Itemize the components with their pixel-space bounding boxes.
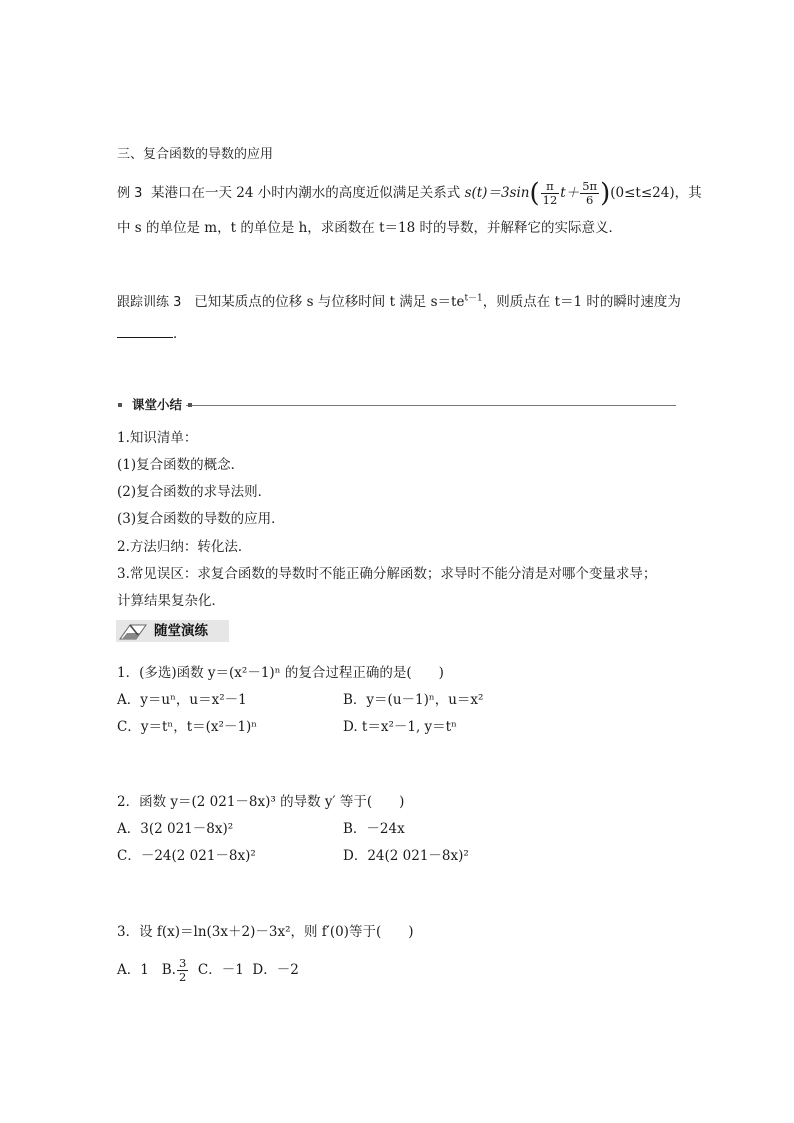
summary-title: [128, 396, 186, 414]
t-plus: t＋: [560, 185, 580, 201]
q1-option-d[interactable]: D. t＝x²－1, y＝tⁿ: [343, 719, 457, 735]
exponent: t－1: [464, 293, 483, 304]
example-3-line2: 中 s 的单位是 m，t 的单位是 h，求函数在 t＝18 时的导数，并解释它的实际意义．: [117, 220, 622, 236]
q3-option-c[interactable]: C．－1: [197, 962, 244, 978]
fraction-denominator: 6: [585, 193, 594, 207]
q3-stem: 3．设 f(x)＝ln(3x＋2)－3x²，则 f′(0)等于( ): [117, 924, 414, 940]
example-label: 例 3: [117, 186, 143, 201]
section-heading: 三、复合函数的导数的应用: [117, 147, 274, 162]
q3-option-d[interactable]: D．－2: [252, 962, 299, 978]
q2-option-b[interactable]: B．－24x: [343, 821, 405, 837]
q3-option-a[interactable]: A．1: [117, 962, 149, 978]
rule-square-icon: [188, 403, 192, 407]
q3-option-b[interactable]: [161, 956, 190, 984]
answer-blank[interactable]: [117, 323, 173, 338]
follow-text: 已知某质点的位移 s 与位移时间 t 满足 s＝te: [194, 294, 465, 310]
blank-tail: ．: [173, 326, 187, 342]
summary-item: 2.方法归纳：转化法．: [117, 539, 252, 555]
q2-option-d[interactable]: D．24(2 021－8x)²: [343, 848, 469, 864]
paren-close: ): [600, 178, 611, 209]
fraction-pi-12: [541, 180, 560, 207]
q1-option-b[interactable]: B．y＝(u－1)ⁿ，u＝x²: [343, 692, 484, 708]
fraction-numerator: 5π: [582, 179, 598, 193]
practice-banner: [116, 620, 229, 642]
q3-options: [117, 957, 299, 984]
q2-option-a[interactable]: A．3(2 021－8x)²: [117, 821, 234, 837]
q1-option-c[interactable]: C．y＝tⁿ，t＝(x²－1)ⁿ: [117, 719, 258, 735]
summary-item: (2)复合函数的求导法则．: [117, 484, 272, 500]
fraction-3-2: [177, 957, 188, 984]
rule-square-icon: [118, 403, 122, 407]
summary-item: (3)复合函数的导数的应用．: [117, 511, 285, 527]
fraction-numerator: 3: [178, 956, 187, 970]
fraction-numerator: π: [541, 180, 560, 194]
fraction-denominator: 2: [178, 970, 187, 984]
paren-open: (: [529, 178, 540, 209]
fraction-5pi-6: [580, 180, 599, 207]
summary-item: 1.知识清单：: [117, 430, 198, 446]
q1-option-a[interactable]: A．y＝uⁿ，u＝x²－1: [117, 692, 247, 708]
example-domain: (0≤t≤24)，其: [610, 185, 702, 201]
follow-label: 跟踪训练 3: [117, 295, 182, 310]
follow-text-b: ，则质点在 t＝1 时的瞬时速度为: [482, 294, 681, 310]
option-label: B.: [161, 962, 176, 978]
summary-item: 3.常见误区：求复合函数的导数时不能正确分解函数；求导时不能分清是对哪个变量求导；: [117, 566, 657, 582]
example-func: s(t)＝3sin: [464, 185, 530, 201]
q2-stem: 2．函数 y＝(2 021－8x)³ 的导数 y′ 等于( ): [117, 794, 405, 810]
summary-title-text: 课堂小结: [132, 397, 183, 412]
answer-line: [117, 323, 187, 344]
follow-training-3: [117, 292, 681, 313]
example-3-line1: [117, 180, 702, 207]
summary-item: 计算结果复杂化．: [117, 593, 225, 609]
summary-rule: [128, 405, 676, 406]
q1-stem: 1．(多选)函数 y＝(x²－1)ⁿ 的复合过程正确的是( ): [117, 665, 444, 681]
example-text: 某港口在一天 24 小时内潮水的高度近似满足关系式: [151, 185, 465, 201]
banner-text: 随堂演练: [154, 623, 208, 639]
summary-item: (1)复合函数的概念．: [117, 457, 245, 473]
pencil-icon: [118, 621, 148, 641]
q2-option-c[interactable]: C．－24(2 021－8x)²: [117, 848, 256, 864]
fraction-denominator: 12: [542, 193, 558, 207]
